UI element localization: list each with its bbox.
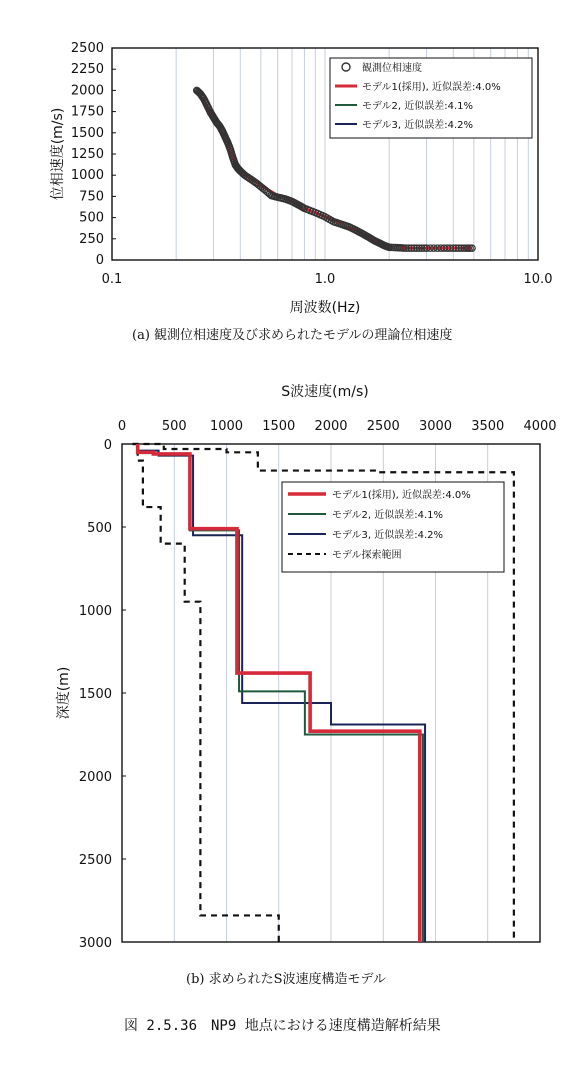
x-tick-label: 0.1 [101, 272, 123, 287]
y-tick-label: 2500 [70, 41, 104, 56]
x-tick-label: 2000 [314, 419, 348, 434]
chart-b-caption: (b) 求められたS波速度構造モデル [186, 972, 386, 987]
x-tick-label: 4000 [523, 419, 557, 434]
y-tick-label: 1250 [70, 147, 104, 162]
x-tick-label: 10.0 [523, 272, 553, 287]
legend-label: モデル2, 近似誤差:4.1% [362, 101, 473, 112]
x-tick-label: 2500 [366, 419, 400, 434]
y-tick-label: 0 [95, 253, 104, 268]
legend-label: モデル2, 近似誤差:4.1% [332, 510, 443, 521]
x-axis-label: S波速度(m/s) [281, 384, 369, 400]
s-wave-structure-chart [0, 370, 573, 960]
legend-label: モデル3, 近似誤差:4.2% [332, 530, 443, 541]
phase-velocity-chart [0, 30, 573, 330]
y-tick-label: 2250 [70, 62, 104, 78]
legend-label: 観測位相速度 [362, 63, 422, 74]
x-tick-label: 1000 [209, 419, 244, 434]
x-tick-label: 3500 [471, 419, 505, 434]
y-tick-label: 1000 [70, 168, 104, 184]
y-tick-label: 2000 [70, 83, 104, 99]
legend-label: モデル1(採用), 近似誤差:4.0% [362, 82, 501, 93]
y-tick-label: 1500 [78, 687, 112, 702]
x-tick-label: 0 [117, 419, 127, 434]
legend-label: モデル探索範囲 [332, 550, 402, 561]
x-tick-label: 3000 [418, 419, 453, 434]
legend [282, 482, 504, 572]
y-tick-label: 3000 [78, 936, 112, 951]
figure-caption: 図 2.5.36 NP9 地点における速度構造解析結果 [124, 1018, 441, 1034]
x-tick-label: 500 [161, 419, 187, 434]
y-tick-label: 500 [79, 210, 104, 226]
y-tick-label: 2500 [78, 853, 112, 868]
x-tick-label: 1.0 [314, 272, 336, 287]
y-tick-label: 750 [79, 189, 104, 205]
y-tick-label: 500 [87, 521, 112, 536]
x-tick-label: 1500 [262, 419, 296, 434]
x-axis-label: 周波数(Hz) [289, 300, 361, 316]
y-axis-label: 深度(m) [56, 666, 72, 720]
y-tick-label: 2000 [78, 770, 112, 785]
y-tick-label: 1000 [78, 604, 112, 619]
legend-label: モデル3, 近似誤差:4.2% [362, 120, 473, 131]
search-range-line [132, 444, 278, 942]
legend-label: モデル1(採用), 近似誤差:4.0% [332, 490, 471, 501]
y-axis-label: 位相速度(m/s) [50, 107, 66, 201]
y-tick-label: 250 [79, 231, 104, 247]
y-tick-label: 1500 [70, 125, 104, 141]
chart-a-caption: (a) 観測位相速度及び求められたモデルの理論位相速度 [132, 328, 453, 343]
y-tick-label: 0 [103, 438, 112, 453]
legend [330, 58, 532, 138]
y-tick-label: 1750 [70, 104, 104, 120]
